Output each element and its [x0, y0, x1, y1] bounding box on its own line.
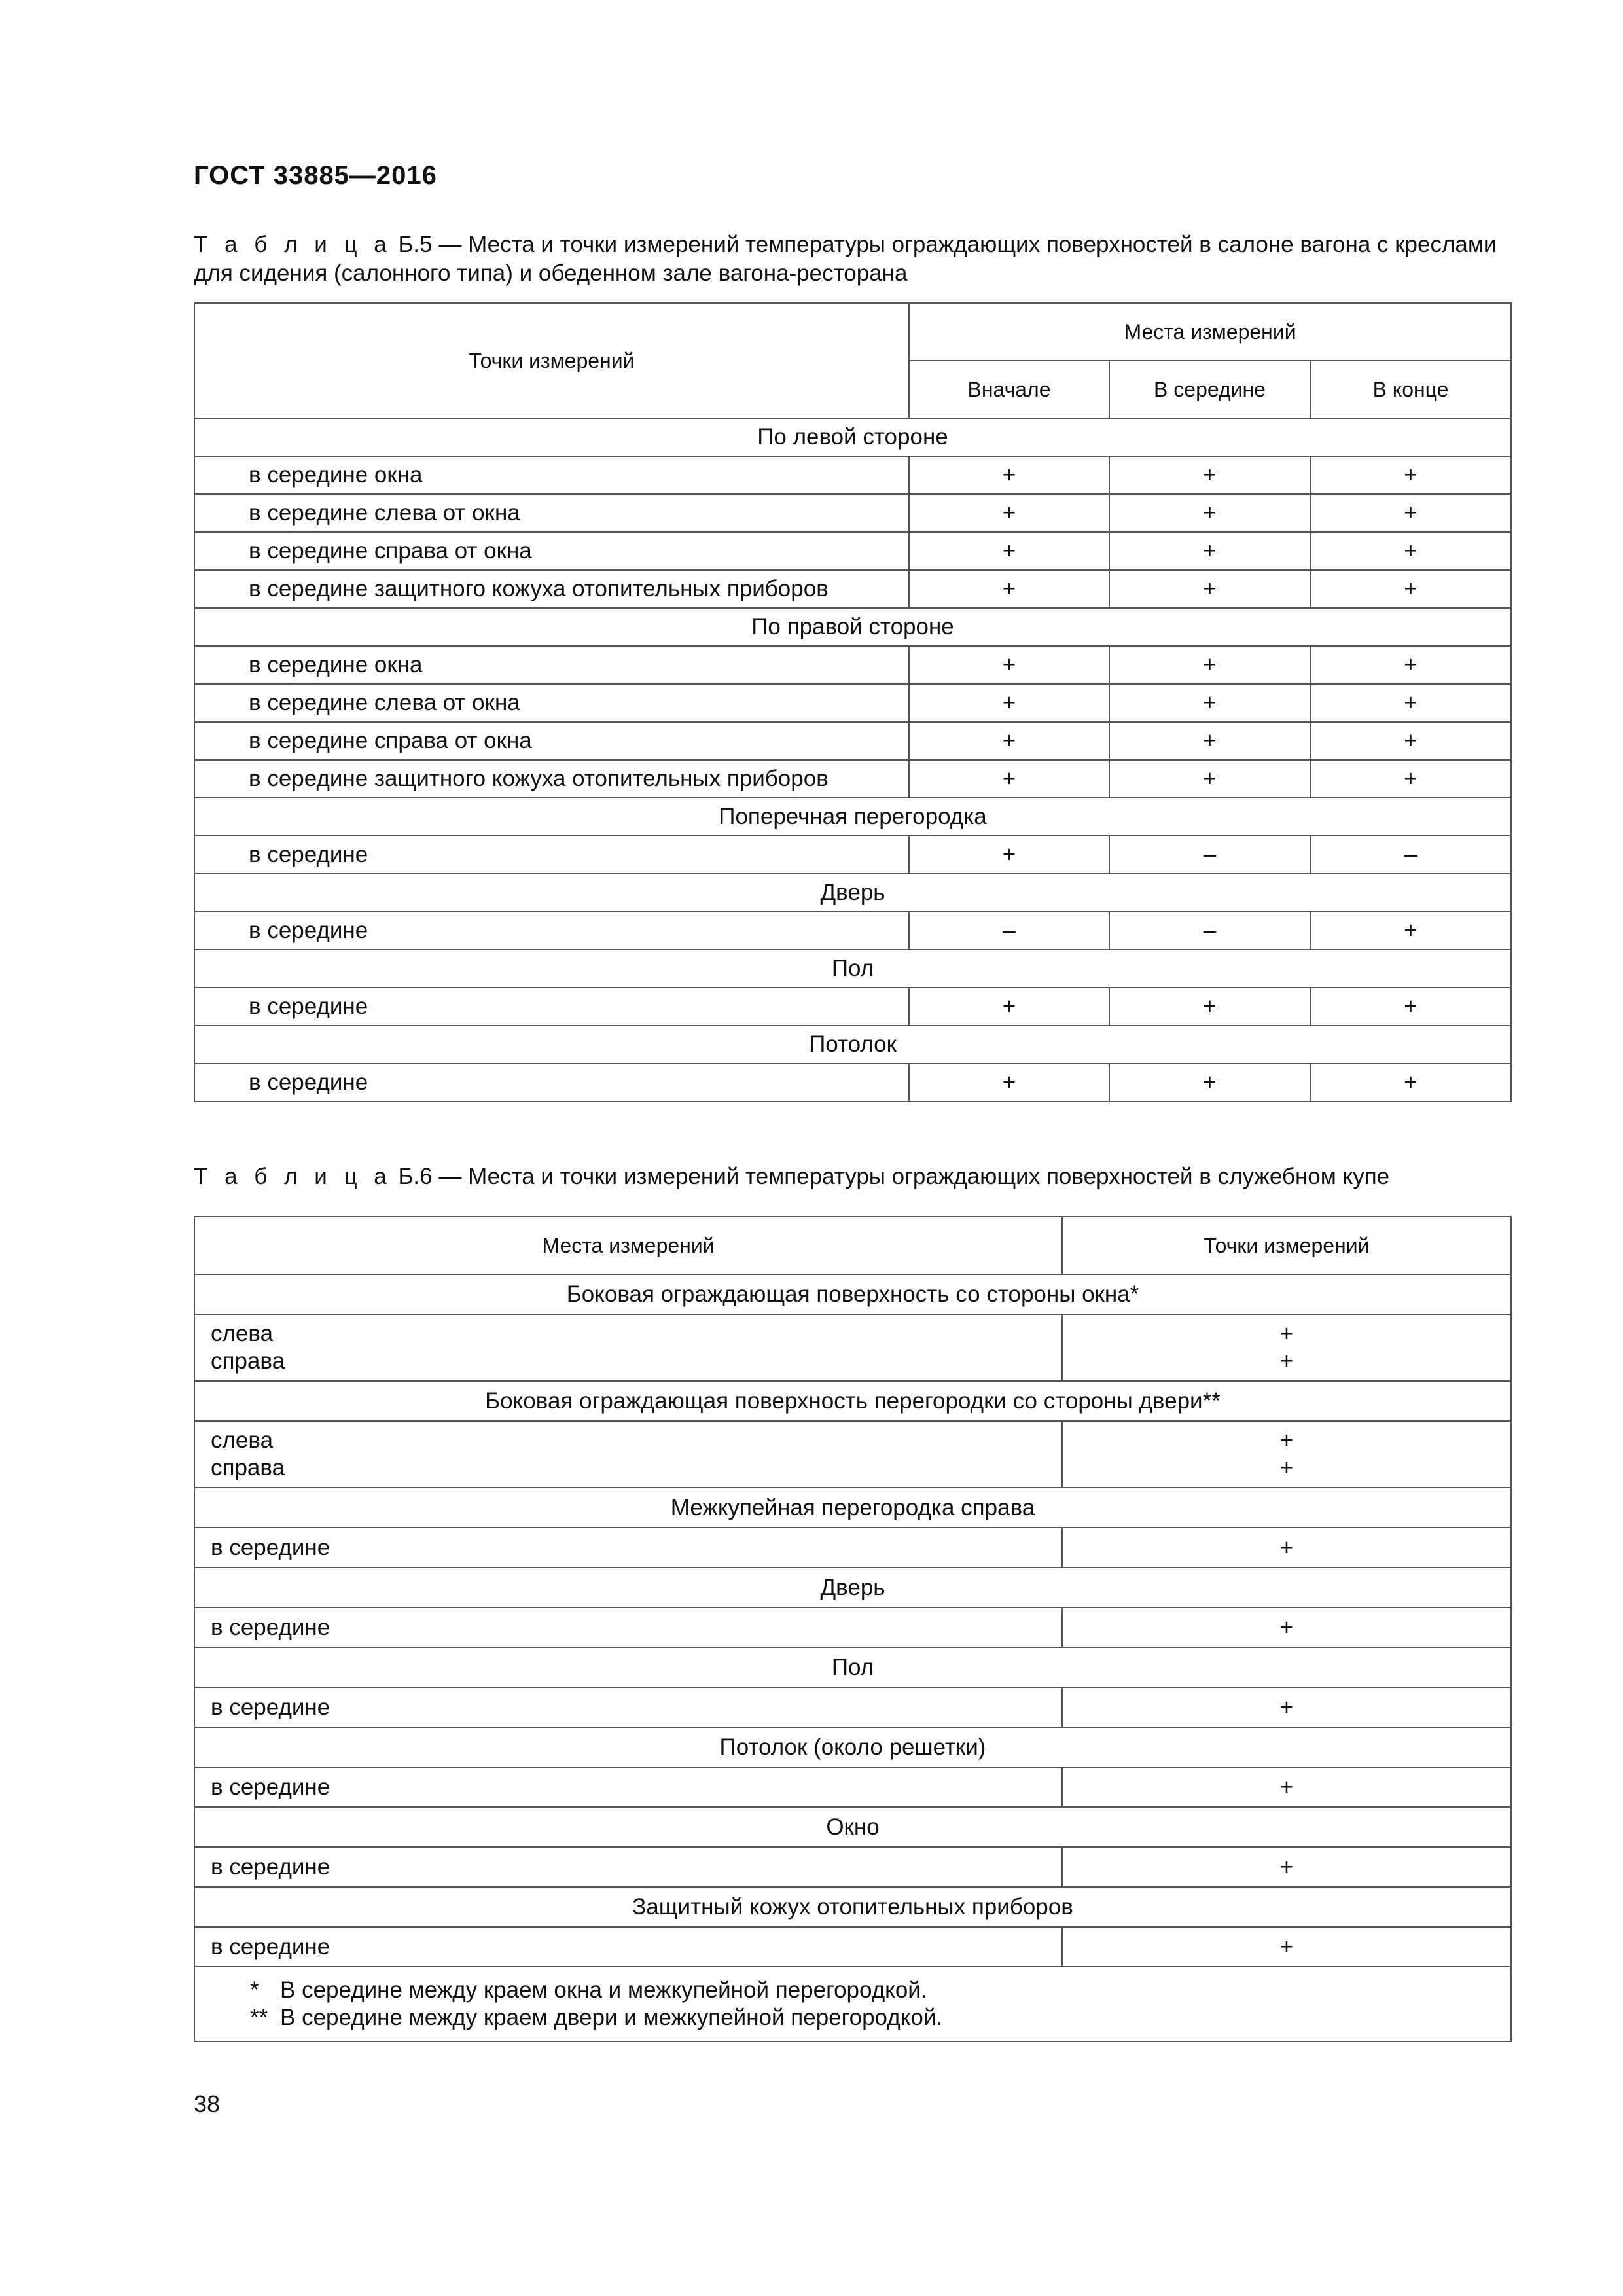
table-b5-mark-cell: – — [1109, 912, 1310, 950]
table-row — [194, 1064, 1511, 1102]
table-b5-mark-cell: + — [1109, 1064, 1310, 1102]
table-b6-place-label: в середине — [211, 1534, 330, 1560]
table-b5-point-label: в середине — [194, 1064, 909, 1102]
table-b5-mark-cell: + — [909, 570, 1109, 608]
table-b5-section-row — [194, 1026, 1511, 1064]
table-b6-mark: + — [1279, 1933, 1294, 1960]
table-b6-section-row — [194, 1647, 1511, 1687]
table-b5-mark-cell: + — [1310, 570, 1511, 608]
table-b6-header-places: Места измерений — [194, 1217, 1062, 1274]
table-b6-place-cell — [194, 1314, 1062, 1381]
table-b5-section-row — [194, 874, 1511, 912]
table-b6-place-label: в середине — [211, 1854, 330, 1880]
table-b6-place-cell — [194, 1421, 1062, 1488]
table-b5-caption-prefix: Т а б л и ц а — [194, 232, 392, 257]
table-b6-section-title: Защитный кожух отопительных приборов — [194, 1887, 1511, 1927]
table-row — [194, 988, 1511, 1026]
table-b6-caption — [194, 1162, 1509, 1191]
table-b6-mark: + — [1279, 1427, 1294, 1453]
table-b5-point-label: в середине защитного кожуха отопительных приборов — [194, 570, 909, 608]
table-b5-mark-cell: + — [909, 646, 1109, 684]
table-b5-mark-cell: + — [1109, 988, 1310, 1026]
table-b6-place-cell — [194, 1927, 1062, 1967]
table-b5-mark-cell: + — [1310, 722, 1511, 760]
table-b5-mark-cell: – — [1310, 836, 1511, 874]
table-b5-mark-cell: + — [1310, 646, 1511, 684]
table-b5-header-places: Места измерений — [909, 303, 1511, 361]
table-b5-section-title: Потолок — [194, 1026, 1511, 1064]
table-b5-section-title: Пол — [194, 950, 1511, 988]
table-b6-section-title: Боковая ограждающая поверхность перегородки со стороны двери** — [194, 1381, 1511, 1421]
table-row — [194, 646, 1511, 684]
table-row — [194, 912, 1511, 950]
table-b5-point-label: в середине — [194, 836, 909, 874]
table-b5-mark-cell: + — [909, 988, 1109, 1026]
table-b6-place-cell — [194, 1687, 1062, 1727]
table-b6-section-row — [194, 1727, 1511, 1767]
table-b5-section-title: По правой стороне — [194, 608, 1511, 646]
table-b6-place-label: в середине — [211, 1933, 330, 1960]
table-b5-mark-cell: + — [1310, 456, 1511, 494]
table-b6-mark-cell — [1062, 1421, 1511, 1488]
table-b6 — [194, 1216, 1512, 2042]
table-b5-mark-cell: + — [1310, 912, 1511, 950]
table-row — [194, 1767, 1511, 1807]
footnote — [250, 1977, 1510, 2004]
table-b6-section-row — [194, 1807, 1511, 1847]
table-b5-point-label: в середине справа от окна — [194, 532, 909, 570]
table-b5-mark-cell: – — [909, 912, 1109, 950]
table-row — [194, 760, 1511, 798]
table-row — [194, 1927, 1511, 1967]
table-b6-place-label: справа — [211, 1348, 285, 1374]
table-b5-header-start: Вначале — [909, 361, 1109, 418]
table-b5-section-row — [194, 608, 1511, 646]
table-b5-caption-text: Б.5 — Места и точки измерений температуры ограждающих поверхностей в салоне вагона с креслами для сидения (салонного типа) и обеденном зале вагона-ресторана — [194, 232, 1497, 286]
table-b5-mark-cell: + — [1109, 760, 1310, 798]
table-b5-section-title: По левой стороне — [194, 418, 1511, 456]
page-number: 38 — [194, 2090, 221, 2117]
table-b5-section-title: Дверь — [194, 874, 1511, 912]
table-b5-mark-cell: + — [1310, 494, 1511, 532]
table-b5-point-label: в середине справа от окна — [194, 722, 909, 760]
table-b5-mark-cell: + — [909, 684, 1109, 722]
table-b5-caption — [194, 230, 1509, 288]
table-b5-mark-cell: + — [1310, 760, 1511, 798]
table-b6-place-cell — [194, 1607, 1062, 1647]
table-b6-section-title: Межкупейная перегородка справа — [194, 1488, 1511, 1528]
table-b5-body — [194, 303, 1511, 1102]
table-b6-place-label: справа — [211, 1455, 285, 1480]
footnote-mark: * — [250, 1977, 259, 2003]
table-b6-section-title: Окно — [194, 1807, 1511, 1847]
table-b6-mark-cell — [1062, 1927, 1511, 1967]
table-b5-section-row — [194, 418, 1511, 456]
table-b5-point-label: в середине окна — [194, 456, 909, 494]
table-b6-mark-cell — [1062, 1767, 1511, 1807]
table-row — [194, 1687, 1511, 1727]
table-row — [194, 1607, 1511, 1647]
table-b5-point-label: в середине — [194, 912, 909, 950]
table-b6-mark: + — [1279, 1774, 1294, 1800]
table-b6-footnotes — [194, 1967, 1511, 2041]
table-b5-mark-cell: + — [1310, 1064, 1511, 1102]
table-b6-mark-cell — [1062, 1607, 1511, 1647]
table-b6-place-cell — [194, 1847, 1062, 1887]
table-row — [194, 836, 1511, 874]
table-b5-point-label: в середине слева от окна — [194, 684, 909, 722]
table-b6-place-label: в середине — [211, 1774, 330, 1800]
table-b6-section-row — [194, 1488, 1511, 1528]
table-row — [194, 1847, 1511, 1887]
table-row — [194, 532, 1511, 570]
table-b5-section-title: Поперечная перегородка — [194, 798, 1511, 836]
table-row — [194, 684, 1511, 722]
table-b6-section-row — [194, 1568, 1511, 1607]
table-b5-point-label: в середине окна — [194, 646, 909, 684]
table-b6-section-row — [194, 1381, 1511, 1421]
table-b5-mark-cell: + — [1109, 646, 1310, 684]
table-b6-mark: + — [1279, 1348, 1294, 1374]
table-b5-mark-cell: + — [909, 494, 1109, 532]
table-b6-mark: + — [1279, 1694, 1294, 1720]
table-b5-point-label: в середине — [194, 988, 909, 1026]
table-b5-mark-cell: + — [1109, 494, 1310, 532]
table-b5-section-row — [194, 798, 1511, 836]
table-b6-place-label: слева — [211, 1427, 274, 1453]
table-b6-place-label: в середине — [211, 1694, 330, 1720]
footnote-text: В середине между краем двери и межкупейной перегородкой. — [280, 2005, 943, 2030]
table-b6-mark-cell — [1062, 1687, 1511, 1727]
table-b6-place-label: в середине — [211, 1614, 330, 1640]
table-row — [194, 456, 1511, 494]
table-b6-section-row — [194, 1274, 1511, 1314]
table-b6-section-title: Пол — [194, 1647, 1511, 1687]
table-b5-mark-cell: + — [909, 532, 1109, 570]
table-b6-mark-cell — [1062, 1314, 1511, 1381]
table-b5-mark-cell: + — [909, 722, 1109, 760]
table-row — [194, 1421, 1511, 1488]
table-b5-mark-cell: + — [1109, 532, 1310, 570]
table-b5-header-middle: В середине — [1109, 361, 1310, 418]
table-b6-caption-text: Б.6 — Места и точки измерений температуры ограждающих поверхностей в служебном купе — [391, 1164, 1390, 1189]
table-b5-mark-cell: + — [1109, 456, 1310, 494]
table-b5-point-label: в середине слева от окна — [194, 494, 909, 532]
table-b6-place-cell — [194, 1528, 1062, 1568]
table-b6-section-title: Боковая ограждающая поверхность со стороны окна* — [194, 1274, 1511, 1314]
table-b6-mark: + — [1279, 1534, 1294, 1560]
table-row — [194, 494, 1511, 532]
table-b5-mark-cell: + — [909, 456, 1109, 494]
table-b5-mark-cell: + — [1310, 532, 1511, 570]
table-b5-mark-cell: + — [1310, 988, 1511, 1026]
footnote-mark: ** — [250, 2005, 268, 2030]
table-b5-mark-cell: + — [1109, 570, 1310, 608]
table-b6-section-row — [194, 1887, 1511, 1927]
table-b5-mark-cell: + — [909, 836, 1109, 874]
table-b6-footnotes-row — [194, 1967, 1511, 2041]
table-b6-body — [194, 1217, 1511, 2041]
table-b5-header-end: В конце — [1310, 361, 1511, 418]
table-b6-mark: + — [1279, 1854, 1294, 1880]
table-b6-place-label: слева — [211, 1321, 274, 1346]
table-b6-mark: + — [1279, 1321, 1294, 1346]
table-b6-caption-prefix: Т а б л и ц а — [194, 1164, 392, 1189]
table-b6-mark: + — [1279, 1455, 1294, 1480]
document-id: ГОСТ 33885—2016 — [194, 161, 437, 190]
table-b6-section-title: Дверь — [194, 1568, 1511, 1607]
table-b5-mark-cell: + — [1109, 722, 1310, 760]
table-b6-section-title: Потолок (около решетки) — [194, 1727, 1511, 1767]
table-b5-header-points: Точки измерений — [194, 303, 909, 418]
table-b6-place-cell — [194, 1767, 1062, 1807]
table-b5-mark-cell: + — [1109, 684, 1310, 722]
table-b6-mark-cell — [1062, 1847, 1511, 1887]
table-b5 — [194, 302, 1512, 1102]
footnote-text: В середине между краем окна и межкупейной перегородкой. — [280, 1977, 927, 2003]
table-b5-mark-cell: + — [1310, 684, 1511, 722]
table-b6-header-points: Точки измерений — [1062, 1217, 1511, 1274]
table-b6-mark: + — [1279, 1614, 1294, 1640]
footnote — [250, 2004, 1510, 2032]
table-row — [194, 722, 1511, 760]
table-b5-mark-cell: – — [1109, 836, 1310, 874]
table-row — [194, 1314, 1511, 1381]
table-row — [194, 1528, 1511, 1568]
table-b5-point-label: в середине защитного кожуха отопительных приборов — [194, 760, 909, 798]
table-b6-mark-cell — [1062, 1528, 1511, 1568]
table-b5-mark-cell: + — [909, 760, 1109, 798]
table-b5-section-row — [194, 950, 1511, 988]
table-row — [194, 570, 1511, 608]
table-b5-mark-cell: + — [909, 1064, 1109, 1102]
